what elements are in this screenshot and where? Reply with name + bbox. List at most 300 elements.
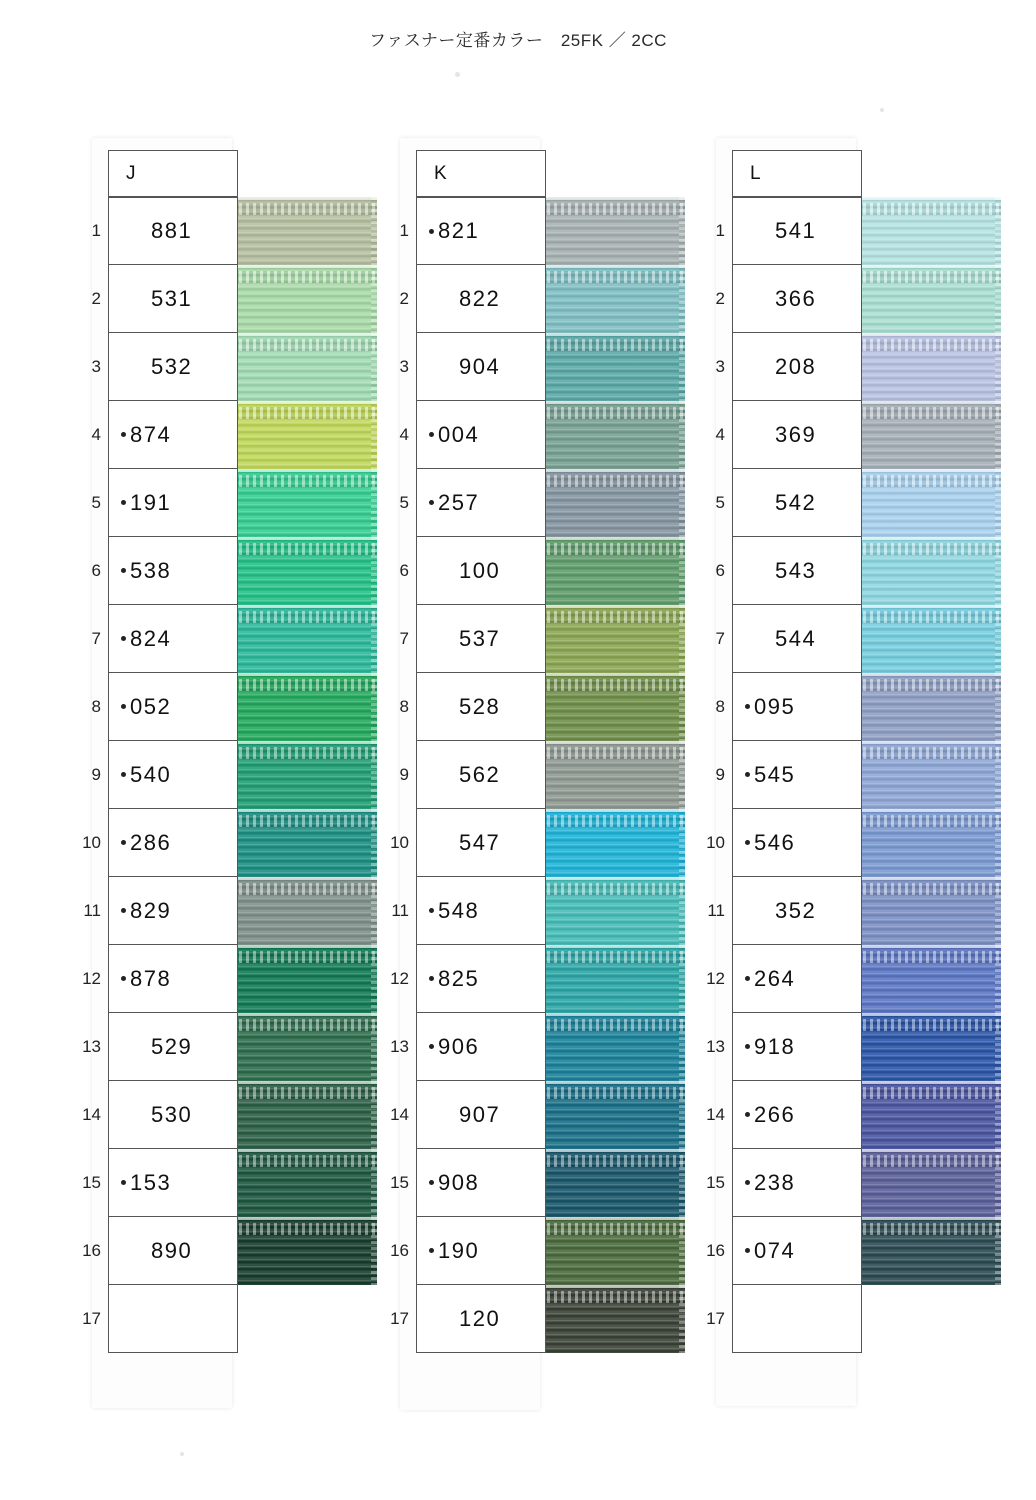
color-code: 821 [438,218,480,243]
zipper-teeth [856,1155,1001,1167]
swatch-gap [232,265,377,268]
zipper-teeth [856,883,1001,895]
color-swatch [540,945,685,1013]
color-code: 531 [151,285,193,311]
zipper-teeth [856,1223,1001,1235]
bullet-dot-icon [429,500,434,505]
table-row[interactable] [391,877,546,945]
row-number: 3 [91,356,101,376]
color-swatch [232,945,377,1013]
color-code: 100 [459,557,501,583]
color-swatch [856,945,1001,1013]
color-code: 545 [754,761,796,787]
tape-edge [371,1081,377,1149]
table-row[interactable] [82,1081,238,1149]
row-number: 9 [91,764,101,784]
zipper-teeth [232,679,377,691]
color-swatch [232,877,377,945]
color-code: 190 [438,1237,480,1263]
tape-edge [995,1217,1001,1285]
color-swatch [540,1013,685,1081]
swatch-gap [540,741,685,744]
tape-edge [995,605,1001,673]
zipper-teeth [540,815,685,827]
color-code: 095 [754,693,796,719]
tape-edge [679,741,685,809]
table-row[interactable] [91,605,238,673]
row-number: 6 [715,560,725,580]
swatch-gap [232,537,377,540]
color-code: 874 [130,421,172,447]
tape-edge [995,945,1001,1013]
swatch-gap [856,1149,1001,1152]
color-swatch [232,537,377,605]
zipper-teeth [856,1087,1001,1099]
tape-edge [995,809,1001,877]
tape-edge [995,333,1001,401]
table-row[interactable] [706,1013,862,1081]
zipper-teeth [232,475,377,487]
table-row[interactable] [715,605,862,673]
table-row[interactable] [91,265,238,333]
swatch-gap [540,1149,685,1152]
table-row[interactable] [82,1217,238,1285]
tape-edge [995,877,1001,945]
color-swatch [540,809,685,877]
zipper-teeth [856,1019,1001,1031]
tape-edge [371,605,377,673]
color-code: 881 [151,218,193,243]
row-number: 2 [399,288,409,308]
row-number: 12 [82,968,101,988]
table-row[interactable] [390,1217,546,1285]
swatch-gap [540,1217,685,1220]
bullet-dot-icon [121,772,126,777]
color-swatch [856,197,1001,265]
row-number: 14 [82,1104,101,1124]
color-swatch [856,877,1001,945]
color-swatch [856,673,1001,741]
table-row[interactable] [706,809,862,877]
bullet-dot-icon [745,976,750,981]
swatch-gap [856,605,1001,608]
zipper-teeth [232,747,377,759]
row-number: 11 [707,900,725,920]
color-code: 541 [775,218,817,243]
bullet-dot-icon [745,1112,750,1117]
bullet-dot-icon [121,432,126,437]
row-number: 11 [83,900,101,920]
tape-edge [371,1217,377,1285]
table-row[interactable] [91,537,238,605]
zipper-teeth [540,1019,685,1031]
color-code: 352 [775,897,817,923]
swatch-gap [856,1217,1001,1220]
table-row[interactable] [706,1217,862,1285]
zipper-teeth [856,611,1001,623]
color-swatch [540,1285,685,1353]
table-row[interactable] [82,945,238,1013]
zipper-teeth [540,1291,685,1303]
zipper-teeth [232,815,377,827]
swatch-gap [856,537,1001,540]
zipper-teeth [232,339,377,351]
zipper-teeth [540,339,685,351]
bullet-dot-icon [429,1044,434,1049]
color-swatch [540,265,685,333]
zipper-teeth [540,951,685,963]
color-swatch [232,197,377,265]
table-row[interactable] [706,1285,862,1353]
table-row[interactable] [706,1149,862,1217]
color-swatch [540,877,685,945]
zipper-teeth [540,271,685,283]
color-swatch [232,1013,377,1081]
row-number: 10 [706,832,725,852]
color-code: 052 [130,693,172,719]
bullet-dot-icon [429,229,434,234]
zipper-teeth [856,951,1001,963]
tape-edge [995,401,1001,469]
color-code: 822 [459,285,501,311]
color-code: 542 [775,489,817,515]
color-swatch [232,469,377,537]
row-list-K [390,197,546,1353]
color-code: 908 [438,1169,480,1195]
tape-edge [679,809,685,877]
table-row[interactable] [390,945,546,1013]
tape-edge [679,877,685,945]
color-swatch [856,1217,1001,1285]
color-swatch [856,401,1001,469]
color-swatch [232,265,377,333]
row-number: 17 [82,1308,101,1328]
color-swatch [232,1285,377,1353]
zipper-teeth [856,203,1001,215]
zipper-teeth [232,1223,377,1235]
tape-edge [679,333,685,401]
swatch-gap [232,673,377,676]
color-swatch [856,1285,1001,1353]
table-row[interactable] [390,1149,546,1217]
color-code: 369 [775,421,817,447]
row-number: 17 [706,1308,725,1328]
row-number: 7 [399,628,409,648]
table-row[interactable] [399,605,546,673]
row-number: 3 [715,356,725,376]
row-list-L [706,197,862,1353]
zipper-teeth [540,1223,685,1235]
row-number: 14 [390,1104,409,1124]
swatch-gap [540,265,685,268]
tape-edge [995,741,1001,809]
row-number: 13 [390,1036,409,1056]
zipper-teeth [856,407,1001,419]
swatch-gap [232,741,377,744]
swatch-gap [856,1081,1001,1084]
row-number: 13 [706,1036,725,1056]
tape-edge [995,1149,1001,1217]
row-number: 5 [715,492,725,512]
row-number: 2 [91,288,101,308]
table-row[interactable] [91,469,238,537]
bullet-dot-icon [121,500,126,505]
zipper-teeth [540,543,685,555]
row-number: 11 [391,900,409,920]
table-row[interactable] [82,1013,238,1081]
swatch-gap [232,401,377,404]
row-number: 16 [706,1240,725,1260]
swatch-gap [232,877,377,880]
color-code: 544 [775,625,817,651]
column-header-K: K [416,150,546,197]
table-row[interactable] [82,1149,238,1217]
row-number: 15 [82,1172,101,1192]
table-row[interactable] [82,809,238,877]
row-number: 15 [706,1172,725,1192]
table-row[interactable] [715,265,862,333]
color-code: 547 [459,829,501,855]
color-code: 907 [459,1101,501,1127]
swatch-strip-L [856,197,1001,1353]
color-code: 528 [459,693,501,719]
row-number: 1 [399,221,409,240]
row-number: 8 [399,696,409,716]
zipper-teeth [856,271,1001,283]
tape-edge [679,673,685,741]
swatch-gap [232,945,377,948]
row-number: 6 [91,560,101,580]
zipper-teeth [232,883,377,895]
color-swatch [232,401,377,469]
swatch-gap [856,945,1001,948]
swatch-gap [540,1081,685,1084]
color-swatch [856,537,1001,605]
zipper-teeth [540,1087,685,1099]
row-number: 14 [706,1104,725,1124]
zipper-teeth [540,475,685,487]
swatch-gap [856,469,1001,472]
color-swatch [856,1149,1001,1217]
tape-edge [371,1013,377,1081]
bullet-dot-icon [121,568,126,573]
swatch-gap [856,333,1001,336]
swatch-gap [856,809,1001,812]
tape-edge [679,401,685,469]
bullet-dot-icon [121,976,126,981]
table-row[interactable] [715,537,862,605]
color-code: 530 [151,1101,193,1127]
row-number: 12 [390,968,409,988]
color-code: 904 [459,353,501,379]
swatch-gap [540,197,685,200]
table-row[interactable] [715,401,862,469]
table-row[interactable] [390,1013,546,1081]
table-row[interactable] [399,673,546,741]
table-row[interactable] [715,741,862,809]
color-swatch [540,333,685,401]
table-row[interactable] [390,809,546,877]
table-row[interactable] [390,1081,546,1149]
color-swatch [856,265,1001,333]
color-chart [0,130,1036,1430]
tape-edge [995,265,1001,333]
row-number: 1 [91,221,101,240]
bullet-dot-icon [745,1044,750,1049]
swatch-gap [856,877,1001,880]
bullet-dot-icon [121,908,126,913]
color-swatch [856,1081,1001,1149]
color-swatch [540,673,685,741]
table-row[interactable] [715,469,862,537]
zipper-teeth [856,747,1001,759]
zipper-teeth [232,407,377,419]
tape-edge [679,605,685,673]
swatch-strip-J [232,197,377,1353]
table-row[interactable] [82,1285,238,1353]
swatch-gap [232,1081,377,1084]
swatch-gap [856,265,1001,268]
color-code: 257 [438,489,480,515]
color-code: 538 [130,557,172,583]
row-number: 4 [91,424,101,444]
tape-edge [371,945,377,1013]
table-row[interactable] [91,401,238,469]
tape-edge [995,469,1001,537]
color-code: 562 [459,761,501,787]
table-row[interactable] [706,1081,862,1149]
table-row[interactable] [706,945,862,1013]
zipper-teeth [540,747,685,759]
table-row[interactable] [91,197,238,265]
color-swatch [232,333,377,401]
color-code: 918 [754,1033,796,1059]
bullet-dot-icon [121,636,126,641]
bullet-dot-icon [745,840,750,845]
zipper-teeth [232,611,377,623]
color-swatch [232,1081,377,1149]
table-row[interactable] [91,333,238,401]
table-row[interactable] [399,401,546,469]
tape-edge [679,537,685,605]
swatch-gap [232,469,377,472]
swatch-gap [540,537,685,540]
color-code: 906 [438,1033,480,1059]
bullet-dot-icon [429,908,434,913]
row-list-J [82,197,238,1353]
row-number: 12 [706,968,725,988]
color-code: 546 [754,829,796,855]
table-row[interactable] [91,673,238,741]
table-row[interactable] [399,265,546,333]
row-number: 17 [390,1308,409,1328]
bullet-dot-icon [745,704,750,709]
row-number: 4 [715,424,725,444]
color-swatch [232,741,377,809]
color-code: 825 [438,965,480,991]
color-swatch [856,1013,1001,1081]
color-swatch [540,401,685,469]
zipper-teeth [856,339,1001,351]
color-code: 074 [754,1237,796,1263]
table-row[interactable] [390,1285,546,1353]
row-number: 10 [390,832,409,852]
color-swatch [856,605,1001,673]
color-code: 824 [130,625,172,651]
swatch-gap [540,1013,685,1016]
color-swatch [540,605,685,673]
table-row[interactable] [83,877,238,945]
row-number: 4 [399,424,409,444]
row-number: 2 [715,288,725,308]
zipper-teeth [232,1019,377,1031]
color-swatch [540,741,685,809]
bullet-dot-icon [745,772,750,777]
zipper-teeth [232,1155,377,1167]
color-code: 529 [151,1033,193,1059]
color-code: 191 [130,489,172,515]
bullet-dot-icon [121,840,126,845]
color-swatch [856,333,1001,401]
page-title: ファスナー定番カラー 25FK ／ 2CC [369,31,667,50]
color-code: 540 [130,761,172,787]
zipper-teeth [856,679,1001,691]
table-row[interactable] [399,741,546,809]
color-code: 543 [775,557,817,583]
row-number: 6 [399,560,409,580]
row-number: 7 [715,628,725,648]
color-swatch [540,1149,685,1217]
color-code: 537 [459,625,501,651]
table-row[interactable] [91,741,238,809]
bullet-dot-icon [429,1248,434,1253]
color-code: 548 [438,897,480,923]
color-code: 878 [130,965,172,991]
color-code: 266 [754,1101,796,1127]
color-code: 366 [775,285,817,311]
zipper-teeth [540,407,685,419]
tape-edge [371,265,377,333]
tape-edge [679,945,685,1013]
color-code: 238 [754,1169,796,1195]
tape-edge [679,1013,685,1081]
swatch-gap [540,809,685,812]
row-number: 1 [715,221,725,240]
table-row[interactable] [715,333,862,401]
swatch-gap [540,945,685,948]
swatch-gap [232,1149,377,1152]
swatch-gap [540,1285,685,1288]
color-swatch [232,809,377,877]
table-row[interactable] [399,469,546,537]
color-swatch [232,673,377,741]
row-number: 9 [399,764,409,784]
tape-edge [371,741,377,809]
color-swatch [856,469,1001,537]
zipper-teeth [232,543,377,555]
column-header-J: J [108,150,238,197]
table-row[interactable] [715,673,862,741]
table-row[interactable] [707,877,862,945]
tape-edge [995,1013,1001,1081]
tape-edge [995,197,1001,265]
swatch-gap [540,605,685,608]
table-row[interactable] [399,537,546,605]
table-row[interactable] [399,197,546,265]
table-row[interactable] [715,197,862,265]
table-row[interactable] [399,333,546,401]
color-swatch [232,1217,377,1285]
